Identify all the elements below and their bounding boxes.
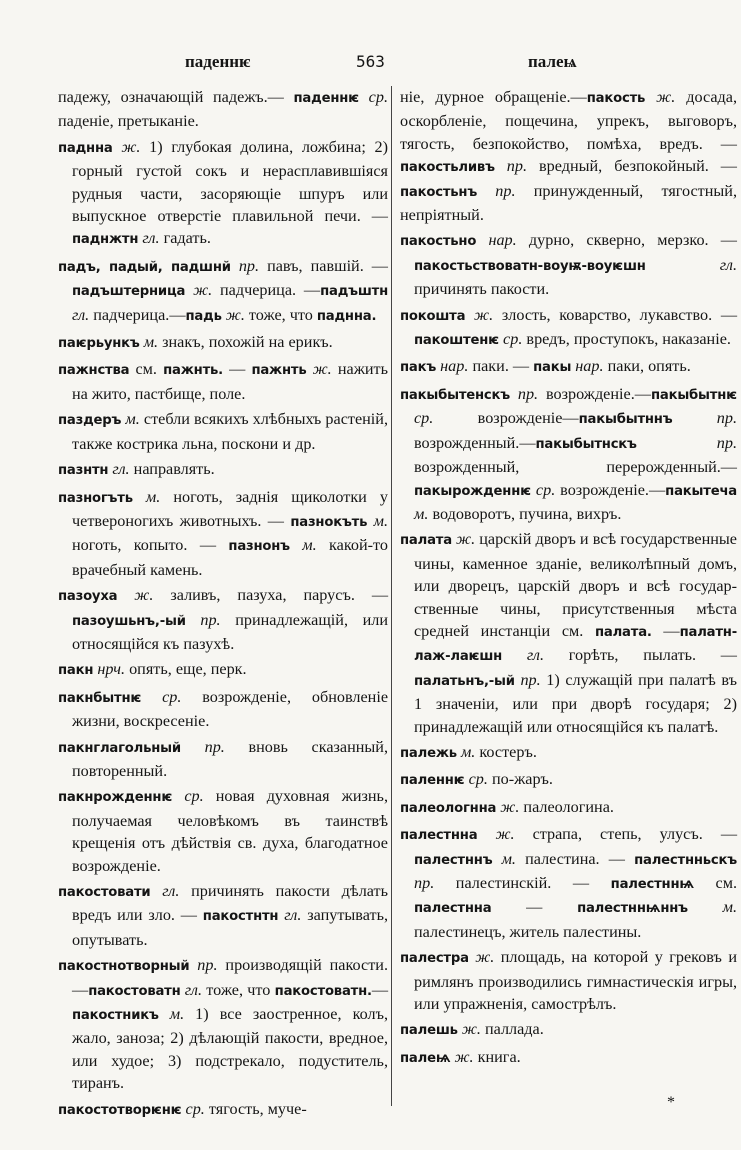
headword: пакн bbox=[58, 663, 94, 679]
headword: падь bbox=[185, 308, 222, 324]
headword: паднна bbox=[58, 140, 113, 156]
grammar-label: ж. bbox=[656, 88, 676, 106]
headword: пакыбытнѥ bbox=[650, 387, 737, 403]
definition-text: паки. — bbox=[468, 357, 534, 376]
grammar-label: м. bbox=[460, 742, 476, 761]
definition-text: — bbox=[651, 621, 680, 640]
dictionary-entry bbox=[400, 1046, 737, 1070]
dictionary-entry bbox=[58, 880, 388, 951]
definition-text: возрожденіе.— bbox=[555, 480, 666, 499]
definition-text: площадь, на которой у грековъ и римлянъ производились гимнастическія игры, или упражненія, самострѣлъ. bbox=[414, 948, 737, 1014]
grammar-label: пр. bbox=[506, 157, 528, 176]
headword: пакостьнъ bbox=[400, 184, 478, 200]
grammar-label: нрч. bbox=[97, 660, 126, 679]
headword: пакырожденнѥ bbox=[414, 483, 531, 499]
grammar-label: ж. bbox=[312, 360, 332, 379]
headword: пазоушьнъ,-ый bbox=[72, 613, 186, 629]
dictionary-entry bbox=[58, 686, 388, 733]
right-column bbox=[400, 86, 737, 1073]
definition-text: см. bbox=[693, 874, 738, 892]
definition-text: принужденный, тягостный, непріятный. bbox=[400, 181, 737, 225]
definition-text bbox=[181, 738, 205, 756]
definition-text: тоже, что bbox=[202, 980, 275, 999]
grammar-label: гл. bbox=[142, 229, 160, 248]
dictionary-entry bbox=[400, 1018, 737, 1042]
definition-text bbox=[672, 409, 716, 427]
dictionary-entry bbox=[58, 658, 388, 682]
dictionary-entry bbox=[400, 823, 737, 943]
definition-text: ноготь, копыто. — bbox=[72, 536, 229, 555]
definition-text: см. bbox=[129, 360, 164, 379]
dictionary-entry bbox=[58, 358, 388, 405]
definition-text: причинять пакости дѣлать вредъ или зло. — bbox=[72, 882, 388, 925]
grammar-label: гл. bbox=[719, 255, 737, 274]
definition-text bbox=[185, 281, 193, 299]
definition-text: 1) глубокая долина, ложбина; 2) горный густой сокъ и нерасплавившіяся рудныя части, засоряющіе шпуръ или выпускное отверстіе плавильной печи. — bbox=[72, 137, 389, 226]
definition-text bbox=[688, 898, 723, 916]
headword: пажнства bbox=[58, 363, 130, 379]
definition-text bbox=[465, 306, 474, 324]
definition-text: паденіе, претыканіе. bbox=[58, 112, 199, 131]
headword: пакостоватн. bbox=[274, 983, 372, 999]
running-header bbox=[0, 52, 741, 78]
headword: пакостнтн bbox=[202, 909, 279, 925]
grammar-label: ж. bbox=[454, 1047, 474, 1066]
definition-text: тягость, муче- bbox=[204, 1099, 307, 1118]
grammar-label: пр. bbox=[204, 737, 225, 756]
grammar-label: пр. bbox=[414, 874, 435, 892]
grammar-label: м. bbox=[143, 333, 159, 352]
grammar-label: ж. bbox=[495, 825, 515, 844]
grammar-label: гл. bbox=[184, 980, 203, 999]
headword: паднжтн bbox=[72, 232, 139, 248]
dictionary-entry bbox=[58, 954, 388, 1094]
page-number: 563 bbox=[356, 52, 385, 71]
headword: пазнонъ bbox=[228, 539, 290, 555]
grammar-label: гл. bbox=[162, 882, 180, 900]
definition-text: паки, опять. bbox=[603, 357, 691, 376]
headword: палестнньскъ bbox=[634, 852, 737, 868]
column-divider bbox=[391, 86, 392, 1106]
headword: пакъ bbox=[400, 360, 437, 376]
headword: пакостнотворный bbox=[58, 959, 190, 975]
definition-text bbox=[141, 688, 162, 706]
grammar-label: ж. bbox=[461, 1020, 481, 1039]
headword: палата. bbox=[594, 624, 652, 640]
definition-text: 1) служащій при палатѣ въ 1 значеніи, или при дворѣ государя; 2) принадлежащій или относящійся къ палатѣ. bbox=[414, 670, 738, 736]
definition-text: по-жаръ. bbox=[487, 770, 553, 789]
headword: паднна. bbox=[316, 308, 377, 324]
headword: палатьнъ,-ый bbox=[414, 673, 515, 689]
grammar-label: пр. bbox=[716, 409, 737, 428]
definition-text: книга. bbox=[473, 1047, 521, 1066]
dictionary-entry bbox=[400, 741, 737, 765]
grammar-label: ср. bbox=[184, 787, 204, 806]
grammar-label: ж. bbox=[225, 305, 245, 324]
grammar-label: пр. bbox=[520, 670, 541, 689]
headword: пакыбытенскъ bbox=[400, 387, 510, 403]
dictionary-entry bbox=[58, 584, 388, 655]
headword: пакоштенѥ bbox=[414, 333, 499, 349]
grammar-label: гл. bbox=[112, 460, 130, 479]
definition-text bbox=[502, 646, 527, 664]
grammar-label: пр. bbox=[517, 384, 539, 403]
headword: пакостоватн bbox=[88, 983, 181, 999]
dictionary-entry bbox=[400, 86, 737, 226]
definition-text: палеологина. bbox=[519, 797, 614, 816]
grammar-label: м. bbox=[169, 1005, 185, 1024]
grammar-label: ж. bbox=[474, 305, 494, 324]
definition-text: стебли всякихъ хлѣбныхъ растеній, также кострика льна, поскони и др. bbox=[72, 410, 389, 453]
headword: падъштн bbox=[320, 284, 389, 300]
dictionary-entry bbox=[400, 796, 737, 820]
grammar-label: гл. bbox=[72, 305, 90, 324]
grammar-label: ж. bbox=[121, 137, 141, 156]
footer-asterisk: * bbox=[667, 1094, 675, 1111]
definition-text bbox=[495, 157, 507, 175]
definition-text: — bbox=[222, 360, 252, 379]
dictionary-entry bbox=[58, 255, 388, 328]
grammar-label: гл. bbox=[284, 906, 302, 925]
headword: пакостьно bbox=[400, 234, 477, 250]
grammar-label: нар. bbox=[440, 357, 469, 376]
definition-text: вредный, безпокойный. — bbox=[527, 157, 737, 176]
definition-text: падчерица.— bbox=[89, 305, 186, 324]
grammar-label: ср. bbox=[185, 1099, 205, 1118]
headword: паздеръ bbox=[58, 413, 122, 429]
dictionary-entry bbox=[58, 136, 388, 252]
grammar-label: ср. bbox=[503, 330, 523, 349]
definition-text: злость, коварство, лукавство. — bbox=[493, 305, 738, 324]
headword: пакыбытнскъ bbox=[535, 436, 637, 452]
grammar-label: гл. bbox=[526, 646, 545, 665]
headword: палестннѩннъ bbox=[577, 901, 688, 917]
definition-text: опять, еще, перк. bbox=[125, 660, 247, 679]
header-first-word: паденнѥ bbox=[185, 52, 251, 71]
headword: пазнтн bbox=[58, 463, 109, 479]
grammar-label: м. bbox=[414, 504, 429, 523]
headword: палеѩ bbox=[400, 1050, 451, 1066]
definition-text: паллада. bbox=[480, 1020, 544, 1039]
dictionary-entry bbox=[58, 408, 388, 455]
definition-text bbox=[359, 88, 369, 106]
definition-text: производящій пакости.— bbox=[72, 956, 388, 999]
headword: палестннъ bbox=[414, 852, 493, 868]
definition-text: водоворотъ, пучина, вихръ. bbox=[428, 504, 622, 523]
grammar-label: ср. bbox=[535, 480, 556, 499]
headword: покошта bbox=[400, 308, 466, 324]
definition-text bbox=[492, 850, 501, 868]
definition-text: досада, оскорбленіе, пощечина, упрекъ, выговоръ, тягость, безпокойство, помѣха, вредъ. — bbox=[400, 88, 738, 153]
dictionary-entry bbox=[400, 768, 737, 792]
definition-text: горѣть, пылать. — bbox=[544, 646, 737, 665]
definition-text: вредъ, проступокъ, наказаніе. bbox=[522, 330, 731, 349]
headword: палестнна bbox=[400, 828, 478, 844]
headword: палата bbox=[400, 533, 452, 549]
headword: пакостовати bbox=[58, 885, 151, 900]
definition-text bbox=[113, 138, 122, 156]
headword: палестнна bbox=[414, 901, 492, 917]
grammar-label: ж. bbox=[500, 797, 520, 816]
headword: пазоуха bbox=[58, 589, 118, 605]
grammar-label: ж. bbox=[193, 281, 213, 300]
definition-text: знакъ, похожій на ерикъ. bbox=[158, 333, 333, 352]
grammar-label: ср. bbox=[162, 687, 182, 706]
dictionary-entry bbox=[400, 528, 737, 738]
definition-text: заливъ, пазуха, парусъ. — bbox=[153, 586, 389, 605]
grammar-label: ж. bbox=[475, 948, 495, 967]
grammar-label: пр. bbox=[716, 433, 737, 452]
headword: пакость bbox=[586, 91, 646, 106]
definition-text bbox=[159, 1005, 170, 1023]
definition-text: ніе, дурное обращеніе.— bbox=[400, 88, 587, 106]
headword: палестннѩ bbox=[610, 877, 694, 892]
definition-text: новая духовная жизнь, получаемая человѣкомъ въ таинствѣ крещенія отъ дѣйствія св. духа, благодатное возрожденіе. bbox=[72, 787, 388, 875]
definition-text: палестинскій. — bbox=[434, 874, 611, 892]
headword: пакнрожденнѥ bbox=[58, 790, 173, 806]
grammar-label: м. bbox=[302, 536, 317, 555]
headword: паѥрьункъ bbox=[58, 336, 140, 352]
header-last-word: палеѩ bbox=[528, 52, 577, 71]
definition-text bbox=[477, 825, 495, 843]
grammar-label: пр. bbox=[238, 256, 260, 275]
grammar-label: нар. bbox=[575, 357, 604, 376]
definition-text bbox=[637, 434, 717, 452]
grammar-label: ср. bbox=[368, 88, 388, 106]
headword: пакытеча bbox=[665, 483, 737, 499]
definition-text: павъ, павшій. — bbox=[259, 256, 388, 275]
definition-text: причинять пакости. bbox=[414, 280, 550, 299]
headword: пакы bbox=[533, 360, 572, 376]
definition-text bbox=[231, 257, 239, 275]
grammar-label: м. bbox=[125, 410, 140, 429]
dictionary-entry bbox=[400, 383, 737, 525]
headword: пажнть. bbox=[163, 363, 223, 379]
definition-text bbox=[117, 586, 134, 604]
definition-text: костеръ. bbox=[475, 742, 537, 761]
definition-text bbox=[477, 182, 495, 200]
definition-text bbox=[510, 385, 518, 403]
grammar-label: м. bbox=[145, 487, 161, 506]
headword: пазнокъть bbox=[290, 514, 368, 530]
definition-text: — bbox=[491, 898, 578, 917]
definition-text bbox=[150, 882, 162, 900]
definition-text bbox=[645, 88, 656, 106]
grammar-label: ж. bbox=[456, 530, 476, 549]
headword: пакостьствоватн-воуѭ-воуѥшн bbox=[414, 258, 646, 274]
headword: палешь bbox=[400, 1023, 458, 1039]
headword: паленнѥ bbox=[400, 773, 465, 789]
grammar-label: ср. bbox=[414, 409, 434, 428]
headword: пакнбытнѥ bbox=[58, 690, 142, 706]
grammar-label: пр. bbox=[197, 956, 218, 975]
definition-text: возрожденный.— bbox=[414, 433, 536, 452]
definition-text: царскій дворъ и всѣ государственные чины, каменное зданіе, великолѣпный домъ, или дворецъ, царскій дворъ и всѣ государственные чины, присутственныя мѣста средней инстанціи см. bbox=[414, 530, 737, 640]
definition-text: возрожденіе, обновленіе жизни, воскресеніе. bbox=[72, 687, 388, 731]
dictionary-entry bbox=[400, 229, 737, 300]
definition-text bbox=[646, 256, 720, 274]
headword: пажнть bbox=[251, 363, 307, 379]
dictionary-entry bbox=[58, 458, 388, 482]
dictionary-entry bbox=[58, 785, 388, 877]
grammar-label: пр. bbox=[495, 181, 516, 200]
definition-text: страпа, степь, улусъ. — bbox=[514, 825, 738, 844]
left-column bbox=[58, 86, 388, 1125]
definition-text: падежу, означающій падежъ.— bbox=[58, 88, 294, 106]
grammar-label: м. bbox=[501, 849, 516, 868]
definition-text: гадать. bbox=[159, 229, 211, 248]
grammar-label: ср. bbox=[468, 770, 488, 789]
definition-text: — bbox=[371, 980, 388, 999]
definition-text: 1) все заостренное, колъ, жало, заноза; 2) дѣлающій пакости, вредное, или худое; 3) подстрекало, подуститель, тиранъ. bbox=[72, 1005, 388, 1093]
dictionary-entry bbox=[58, 1098, 388, 1122]
headword: пакостникъ bbox=[72, 1008, 159, 1024]
definition-text bbox=[133, 488, 146, 506]
headword: пакостотворѥнѥ bbox=[58, 1102, 182, 1118]
grammar-label: ж. bbox=[134, 586, 154, 605]
dictionary-entry bbox=[58, 736, 388, 783]
dictionary-entry bbox=[400, 946, 737, 1015]
grammar-label: м. bbox=[373, 511, 389, 530]
headword: пакостьливъ bbox=[400, 160, 495, 176]
dictionary-entry bbox=[58, 86, 388, 133]
definition-text: возрожденіе.— bbox=[538, 384, 651, 403]
headword: палатн-лаж-лаѥшн bbox=[414, 624, 737, 665]
dictionary-entry bbox=[400, 355, 737, 379]
dictionary-entry bbox=[58, 331, 388, 355]
dictionary-entry bbox=[58, 486, 388, 582]
headword: пакнглагольный bbox=[58, 740, 181, 756]
definition-text: тоже, что bbox=[244, 305, 317, 324]
headword: палестра bbox=[400, 951, 469, 967]
definition-text: палестинецъ, житель палестины. bbox=[414, 922, 642, 941]
definition-text: нажить на жито, пастбище, поле. bbox=[72, 360, 389, 403]
grammar-label: м. bbox=[722, 898, 738, 917]
definition-text bbox=[172, 787, 184, 805]
definition-text: какой-то врачебный камень. bbox=[72, 536, 388, 579]
definition-text: возрожденіе— bbox=[433, 409, 579, 428]
definition-text: направлять. bbox=[129, 460, 215, 479]
headword: палежь bbox=[400, 745, 457, 761]
headword: пакыбытннъ bbox=[578, 412, 673, 428]
definition-text: падчерица. — bbox=[212, 281, 321, 300]
headword: палеологнна bbox=[400, 800, 497, 816]
headword: паденнѥ bbox=[293, 91, 360, 106]
definition-text bbox=[186, 611, 201, 629]
dictionary-entry bbox=[400, 304, 737, 353]
definition-text: палестина. — bbox=[515, 849, 635, 868]
definition-text: принадлежащій, или относящійся къ пазухѣ. bbox=[72, 610, 389, 653]
definition-text: запутывать, опутывать. bbox=[72, 906, 388, 949]
definition-text: возрожденный, перерожденный.— bbox=[414, 458, 737, 477]
definition-text: вновь сказанный, повторенный. bbox=[72, 737, 389, 780]
headword: падъ, падый, падшнй bbox=[58, 259, 231, 275]
definition-text bbox=[476, 231, 488, 249]
headword: пазногъть bbox=[58, 490, 133, 506]
headword: падъштерница bbox=[72, 284, 186, 300]
definition-text: ноготь, заднія щиколотки у четвероногихъ животныхъ. — bbox=[72, 487, 388, 530]
grammar-label: пр. bbox=[200, 610, 221, 629]
definition-text: дурно, скверно, мерзко. — bbox=[516, 231, 737, 250]
grammar-label: нар. bbox=[488, 231, 517, 250]
definition-text bbox=[290, 536, 302, 554]
